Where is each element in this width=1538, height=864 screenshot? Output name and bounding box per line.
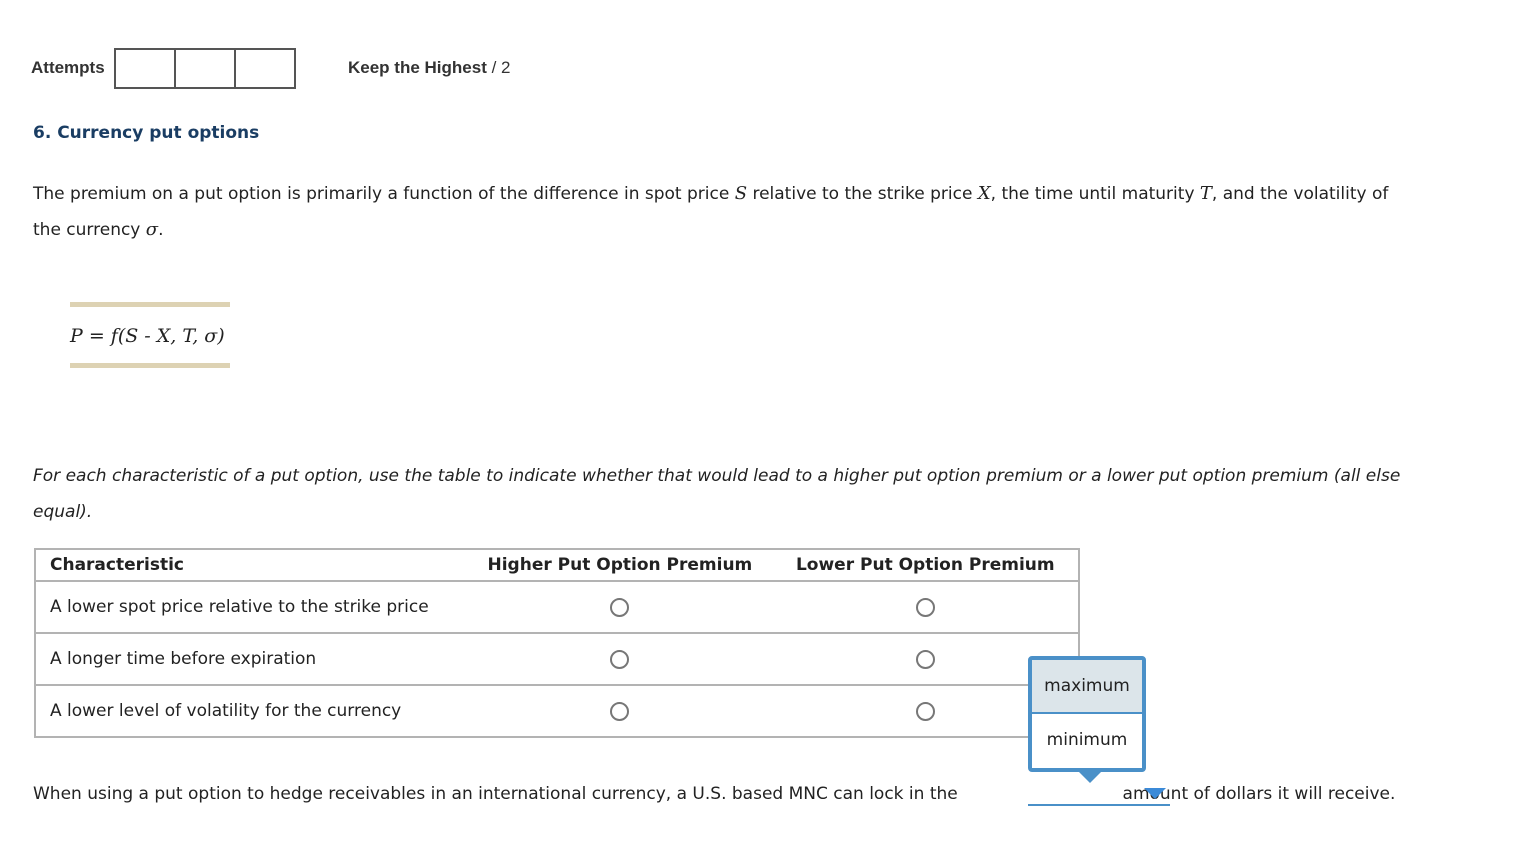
score-value: / 2 <box>491 58 511 77</box>
radio-higher-premium[interactable] <box>610 650 629 669</box>
attempts-indicator <box>114 48 294 89</box>
radio-lower-premium[interactable] <box>916 702 935 721</box>
spot-price-symbol: S <box>734 183 748 204</box>
attempts-label: Attempts <box>31 58 105 77</box>
amount-dropdown[interactable] <box>1028 784 1170 806</box>
dropdown-option-minimum[interactable]: minimum <box>1046 730 1128 750</box>
dropdown-option-maximum[interactable]: maximum <box>1032 660 1142 714</box>
volatility-symbol: σ <box>145 219 159 240</box>
dropdown-arrow-icon[interactable] <box>1144 788 1166 799</box>
dropdown-pointer <box>1078 771 1102 783</box>
table-row <box>36 684 1078 736</box>
row-label: A longer time before expiration <box>50 649 317 669</box>
header-higher-premium: Higher Put Option Premium <box>487 555 753 575</box>
attempt-box <box>174 48 236 89</box>
row-label: A lower spot price relative to the strike price <box>50 597 429 617</box>
time-symbol: T <box>1199 183 1212 204</box>
characteristics-table <box>34 548 1080 738</box>
intro-paragraph: The premium on a put option is primarily a function of the difference in spot price S relative to the strike price X, the time until maturity T, and the volatility of the currency σ. <box>33 183 1389 240</box>
radio-higher-premium[interactable] <box>610 702 629 721</box>
instructions: For each characteristic of a put option, use the table to indicate whether that would lead to a higher put option premium or a lower put option premium (all else equal). <box>33 466 1401 522</box>
table-header-row <box>36 550 1078 580</box>
row-label: A lower level of volatility for the currency <box>50 701 402 721</box>
keep-highest-score <box>348 58 511 78</box>
attempt-box <box>234 48 296 89</box>
question-title: 6. Currency put options <box>33 123 260 143</box>
attempt-box <box>114 48 176 89</box>
formula: P = f(S - X, T, σ) <box>70 325 225 347</box>
hedge-question: When using a put option to hedge receivables in an international currency, a U.S. based MNC can lock in the amount of dollars it will receive. <box>33 784 1396 804</box>
radio-lower-premium[interactable] <box>916 598 935 617</box>
keep-highest-label: Keep the Highest <box>348 58 487 77</box>
formula-box <box>70 302 230 368</box>
header-characteristic: Characteristic <box>50 555 184 575</box>
strike-price-symbol: X <box>977 183 991 204</box>
table-row <box>36 632 1078 684</box>
radio-lower-premium[interactable] <box>916 650 935 669</box>
header-lower-premium: Lower Put Option Premium <box>795 555 1055 575</box>
table-row <box>36 580 1078 632</box>
dropdown-menu <box>1028 656 1146 772</box>
radio-higher-premium[interactable] <box>610 598 629 617</box>
